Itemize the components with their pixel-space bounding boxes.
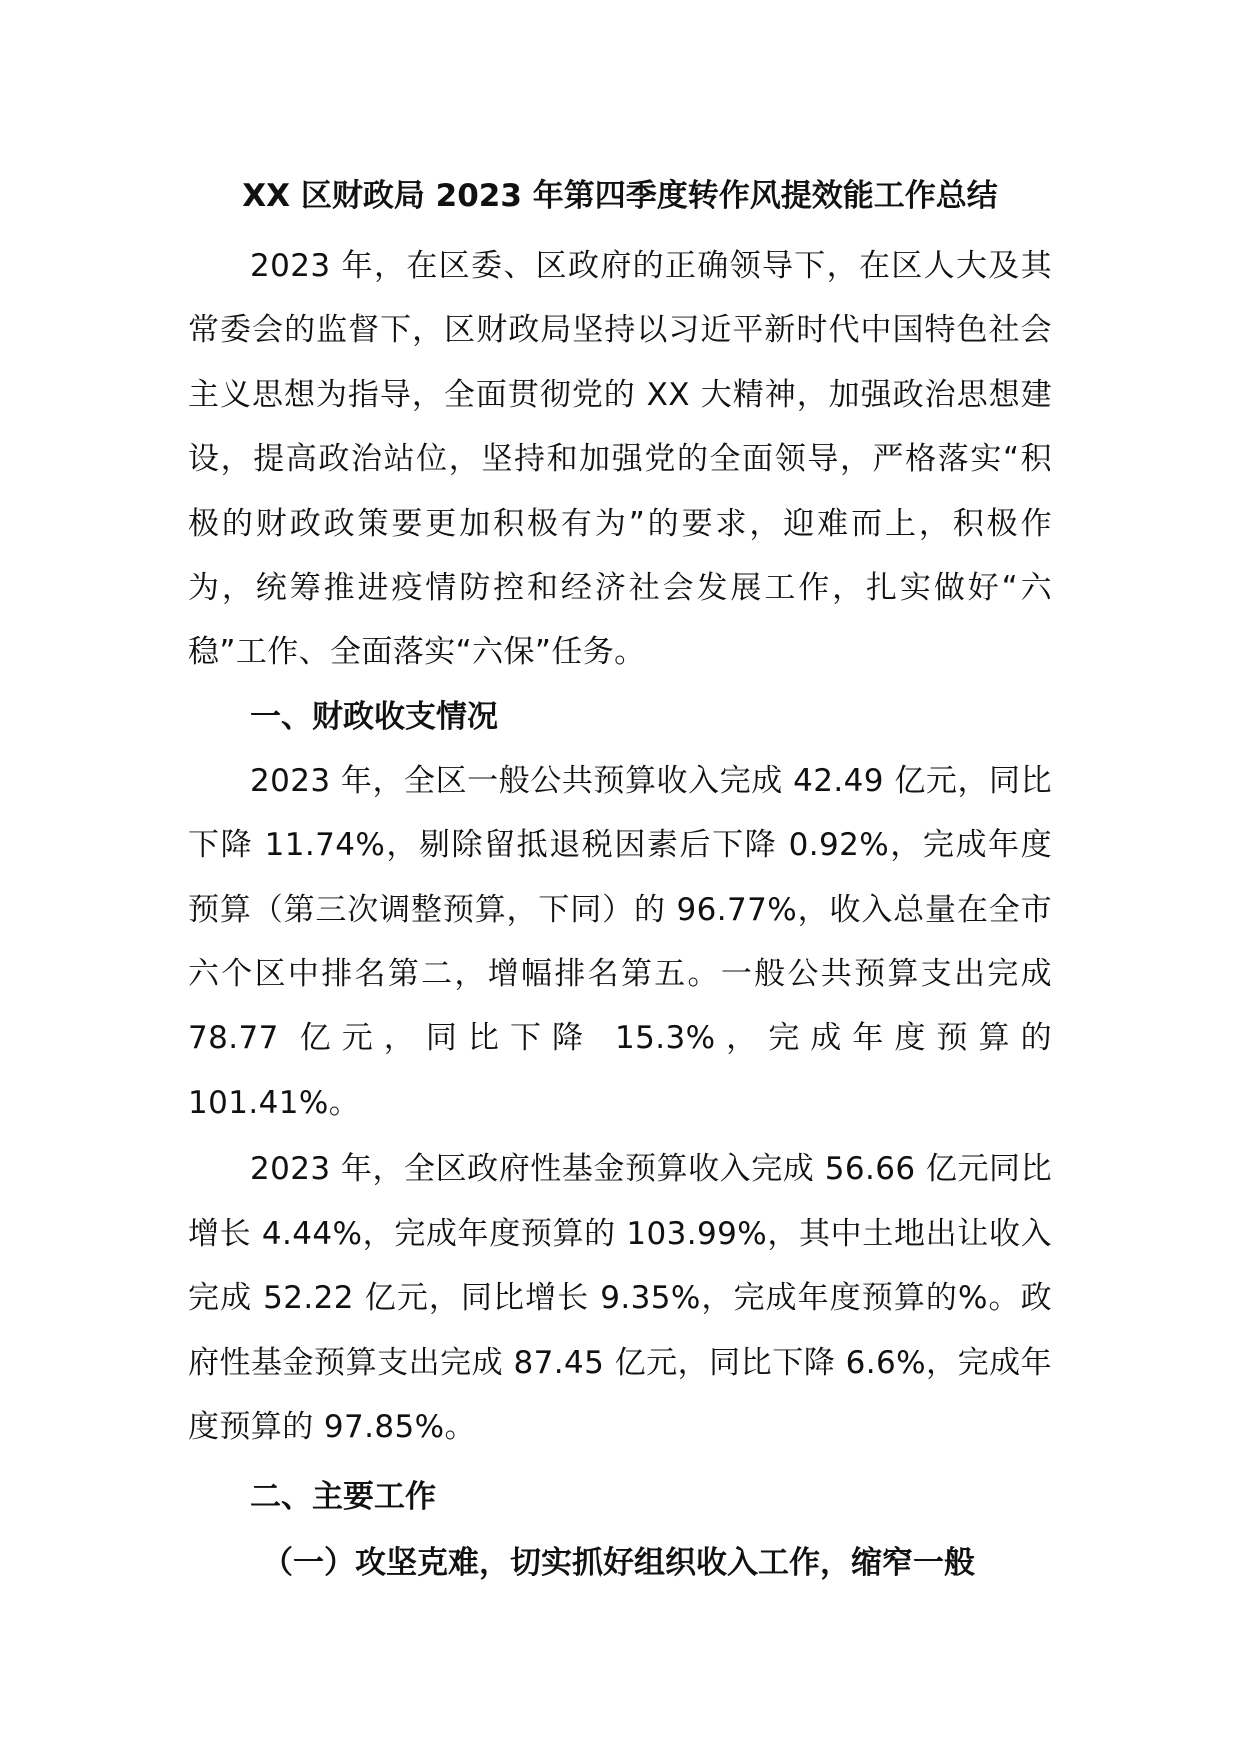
- general-budget-paragraph: 2023 年，全区一般公共预算收入完成 42.49 亿元，同比下降 11.74%，剔除留抵退税因素后下降 0.92%，完成年度预算（第三次调整预算，下同）的 96.77%，收入总量在全市六个区中排名第二，增幅排名第五。一般公共预算支出完成 78.77 亿元，同比下降 15.3%，完成年度预算的 101.41%。: [188, 762, 1052, 1121]
- intro-paragraph: 2023 年，在区委、区政府的正确领导下，在区人大及其常委会的监督下，区财政局坚持以习近平新时代中国特色社会主义思想为指导，全面贯彻党的 XX 大精神，加强政治思想建设，提高政治站位，坚持和加强党的全面领导，严格落实“积极的财政政策要更加积极有为”的要求，迎难而上，积极作为，统筹推进疫情防控和经济社会发展工作，扎实做好“六稳”工作、全面落实“六保”任务。: [188, 248, 1052, 671]
- document-title: XX 区财政局 2023 年第四季度转作风提效能工作总结: [242, 178, 998, 214]
- document-body: [188, 174, 1052, 1595]
- section-heading-revenue-expenditure: 一、财政收支情况: [250, 698, 498, 735]
- fund-budget-paragraph: 2023 年，全区政府性基金预算收入完成 56.66 亿元同比增长 4.44%，完成年度预算的 103.99%，其中土地出让收入完成 52.22 亿元，同比增长 9.35%，完成年度预算的%。政府性基金预算支出完成 87.45 亿元，同比下降 6.6%，完成年度预算的 97.85%。: [188, 1151, 1052, 1445]
- section-heading-main-work: 二、主要工作: [250, 1479, 436, 1516]
- subsection-heading-revenue-work: （一）攻坚克难，切实抓好组织收入工作，缩窄一般: [262, 1545, 975, 1582]
